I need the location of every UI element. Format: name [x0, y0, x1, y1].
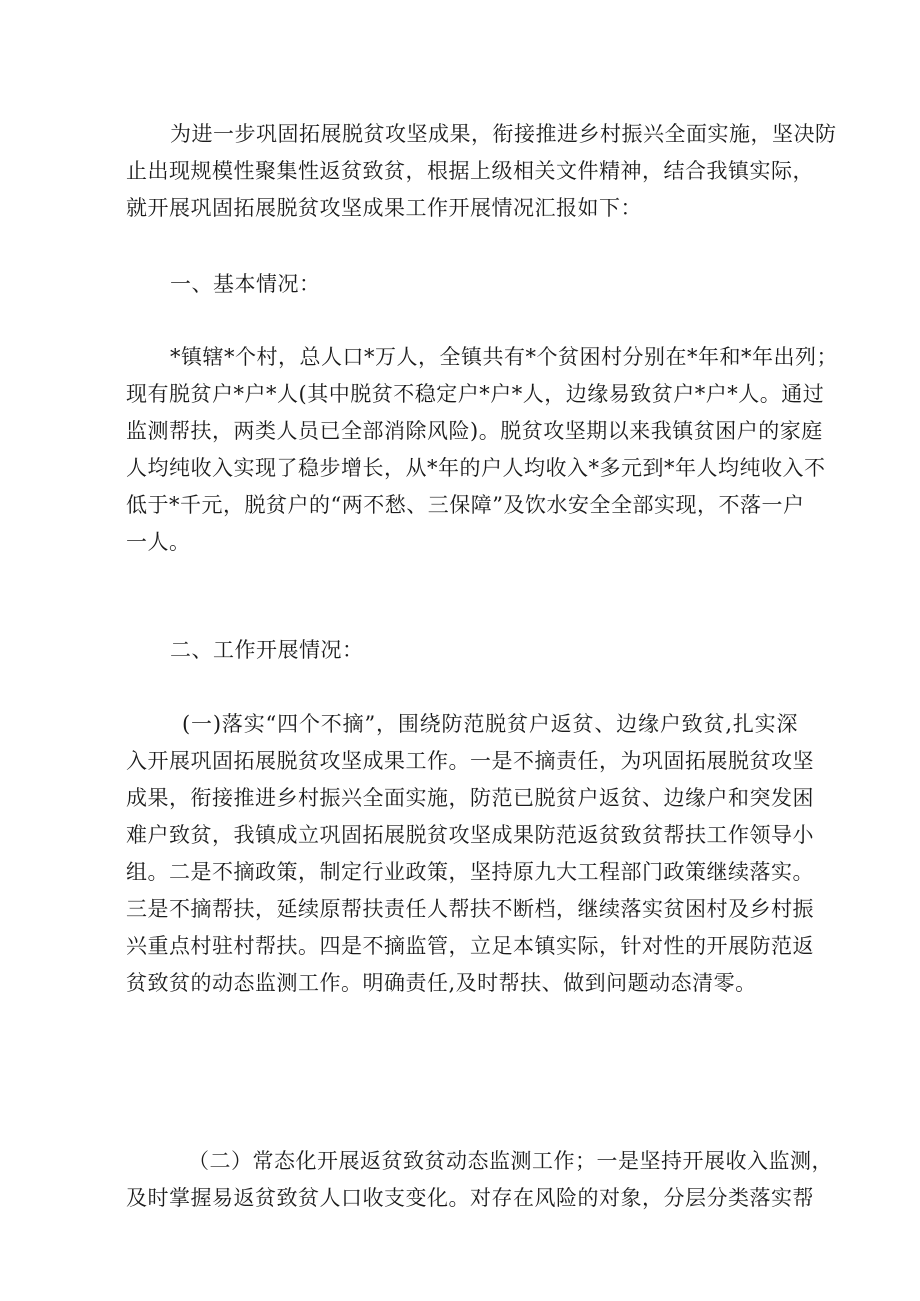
s2p1-line-8: 贫致贫的动态监测工作。明确责任,及时帮扶、做到问题动态清零。 — [126, 971, 757, 995]
s1-line-4: 人均纯收入实现了稳步增长，从*年的户人均收入*多元到*年人均纯收入不 — [126, 456, 826, 480]
section-2-paragraph-2 — [126, 1143, 833, 1217]
intro-line-3: 就开展巩固拓展脱贫攻坚成果工作开展情况汇报如下： — [126, 196, 642, 220]
s1-line-5: 低于*千元，脱贫户的“两不愁、三保障”及饮水安全全部实现，不落一户 — [126, 493, 805, 517]
s2p1-line-3: 成果，衔接推进乡村振兴全面实施，防范已脱贫户返贫、边缘户和突发困 — [126, 786, 814, 810]
s1-line-3: 监测帮扶，两类人员已全部消除风险)。脱贫攻坚期以来我镇贫困户的家庭 — [126, 419, 823, 443]
section-1-heading: 一、基本情况： — [170, 272, 321, 296]
section-2-paragraph-1 — [126, 706, 814, 1002]
intro-line-1: 为进一步巩固拓展脱贫攻坚成果，衔接推进乡村振兴全面实施，坚决防 — [170, 122, 837, 146]
section-1-paragraph — [126, 339, 838, 561]
s2p2-line-1: （二）常态化开展返贫致贫动态监测工作；一是坚持开展收入监测， — [188, 1149, 833, 1173]
intro-line-2: 止出现规模性聚集性返贫致贫，根据上级相关文件精神，结合我镇实际， — [126, 159, 814, 183]
s2p1-line-7: 兴重点村驻村帮扶。四是不摘监管，立足本镇实际，针对性的开展防范返 — [126, 934, 814, 958]
s1-line-1: *镇辖*个村，总人口*万人，全镇共有*个贫困村分别在*年和*年出列； — [170, 345, 838, 369]
s2p2-line-2: 及时掌握易返贫致贫人口收支变化。对存在风险的对象，分层分类落实帮 — [126, 1186, 814, 1210]
s2p1-line-6: 三是不摘帮扶，延续原帮扶责任人帮扶不断档，继续落实贫困村及乡村振 — [126, 897, 814, 921]
s1-line-2: 现有脱贫户*户*人(其中脱贫不稳定户*户*人，边缘易致贫户*户*人。通过 — [126, 382, 825, 406]
intro-paragraph — [126, 116, 837, 227]
s2p1-line-4: 难户致贫，我镇成立巩固拓展脱贫攻坚成果防范返贫致贫帮扶工作领导小 — [126, 823, 814, 847]
s2p1-line-5: 组。二是不摘政策，制定行业政策，坚持原九大工程部门政策继续落实。 — [126, 860, 814, 884]
section-2-heading: 二、工作开展情况： — [170, 638, 364, 662]
s1-line-6: 一人。 — [126, 530, 191, 554]
s2p1-line-2: 入开展巩固拓展脱贫攻坚成果工作。一是不摘责任，为巩固拓展脱贫攻坚 — [126, 749, 814, 773]
s2p1-line-1: (一)落实“四个不摘”，围绕防范脱贫户返贫、边缘户致贫,扎实深 — [182, 712, 798, 736]
